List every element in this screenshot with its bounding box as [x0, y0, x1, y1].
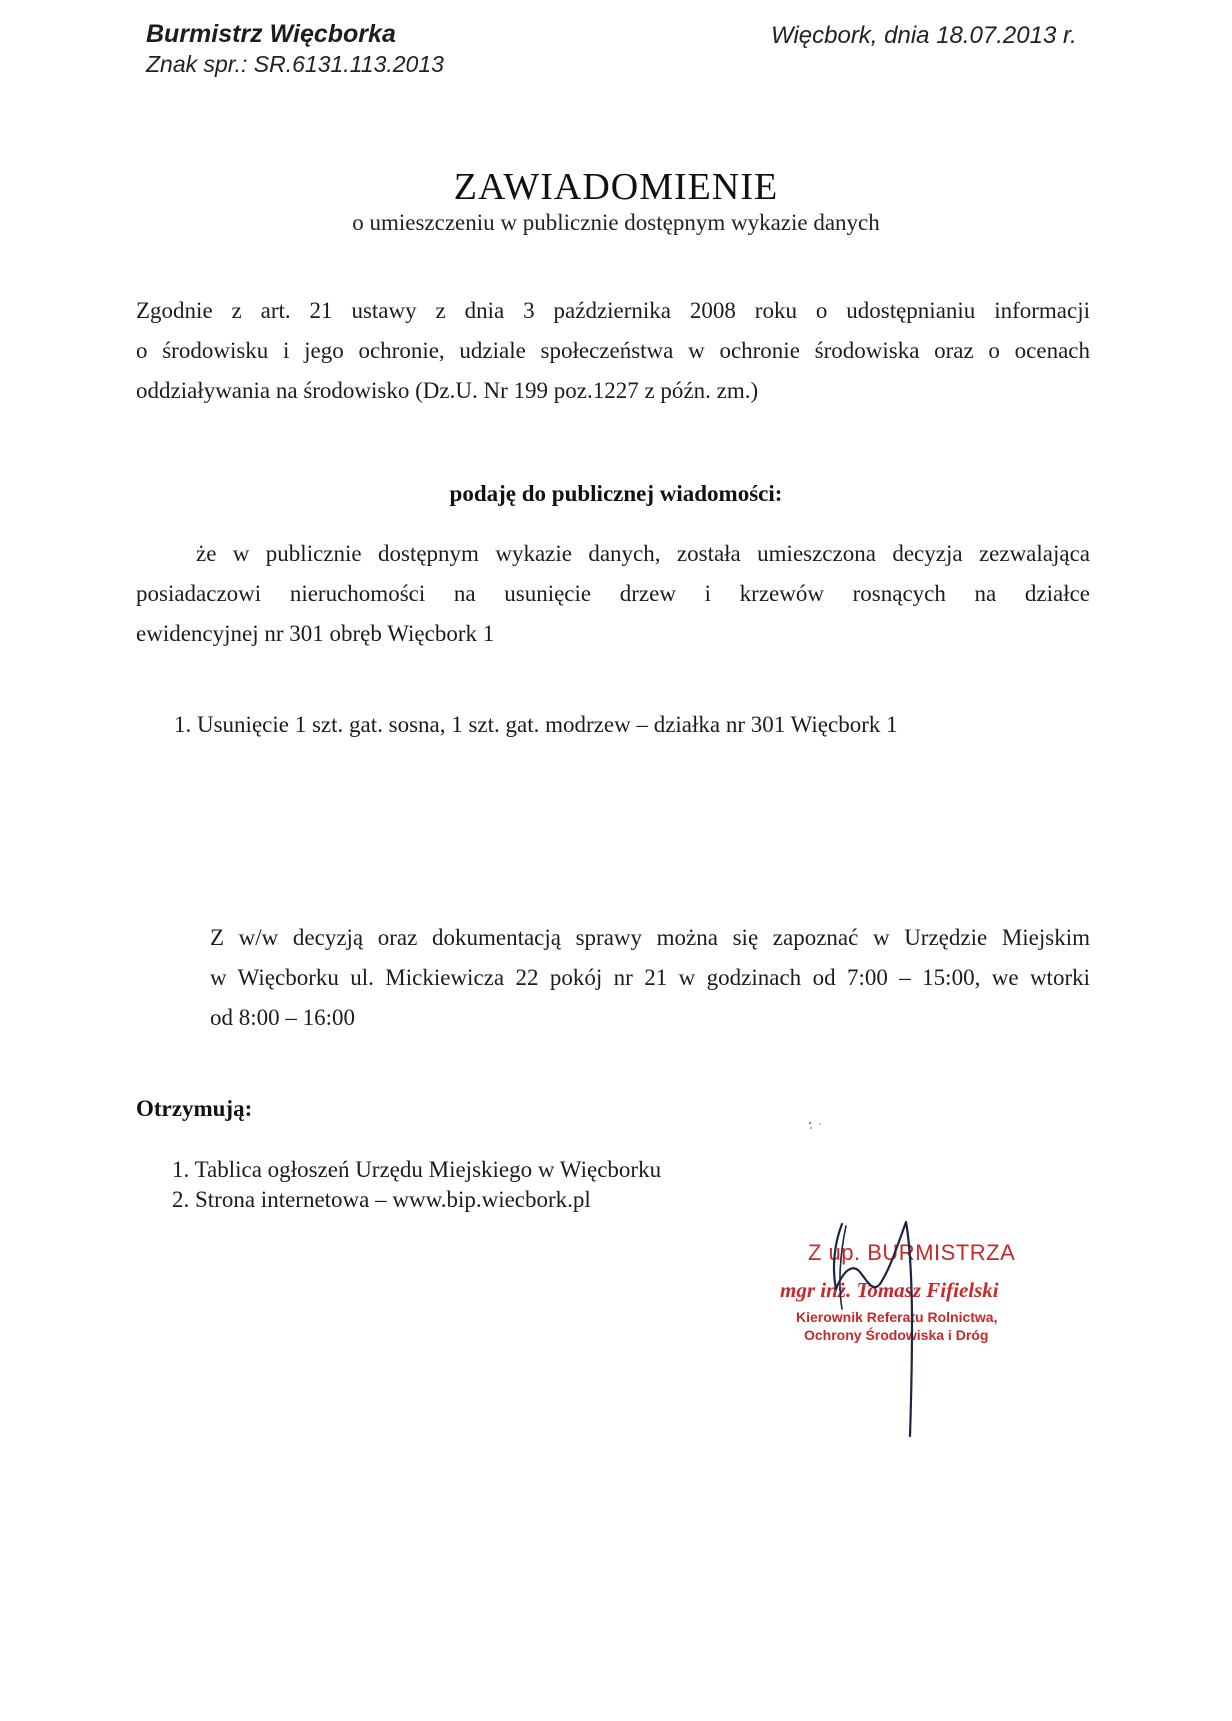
scan-speck-icon	[800, 1115, 830, 1145]
recipients-list	[172, 1155, 661, 1215]
decision-paragraph	[136, 534, 1090, 654]
info-line: w Więcborku ul. Mickiewicza 22 pokój nr 21 w godzinach od 7:00 – 15:00, we wtorki	[210, 965, 1090, 990]
info-line: od 8:00 – 16:00	[210, 1005, 356, 1030]
recipient-item: 1. Tablica ogłoszeń Urzędu Miejskiego w Więcborku	[172, 1157, 662, 1182]
handwritten-signature-icon	[820, 1214, 950, 1444]
recipient-item: 2. Strona internetowa – www.bip.wiecbork.pl	[172, 1187, 591, 1212]
legal-basis-line: o środowisku i jego ochronie, udziale społeczeństwa w ochronie środowiska oraz o ocenach	[136, 338, 1090, 363]
decision-line: posiadaczowi nieruchomości na usunięcie drzew i krzewów rosnących na działce	[136, 581, 1090, 606]
inspection-info-paragraph	[210, 918, 1090, 1038]
case-number: Znak spr.: SR.6131.113.2013	[146, 51, 444, 77]
legal-basis-line: oddziaływania na środowisko (Dz.U. Nr 199 poz.1227 z późn. zm.)	[136, 378, 759, 403]
document-subtitle: o umieszczeniu w publicznie dostępnym wykazie danych	[352, 210, 880, 235]
info-line: Z w/w decyzją oraz dokumentacją sprawy można się zapoznać w Urzędzie Miejskim	[210, 925, 1090, 950]
stamp-signatory-name: mgr inż. Tomasz Fifielski	[780, 1278, 999, 1302]
place-and-date: Więcbork, dnia 18.07.2013 r.	[771, 22, 1077, 49]
issuing-authority: Burmistrz Więcborka	[146, 20, 396, 48]
legal-basis-line: Zgodnie z art. 21 ustawy z dnia 3 października 2008 roku o udostępnianiu informacji	[136, 298, 1090, 323]
decision-item: 1. Usunięcie 1 szt. gat. sosna, 1 szt. gat. modrzew – działka nr 301 Więcbork 1	[174, 712, 898, 737]
stamp-position-line: Kierownik Referatu Rolnictwa,	[796, 1309, 998, 1325]
document-title: ZAWIADOMIENIE	[453, 166, 779, 208]
decision-line: że w publicznie dostępnym wykazie danych, została umieszczona decyzja zezwalająca	[196, 541, 1090, 566]
decision-line: ewidencyjnej nr 301 obręb Więcbork 1	[136, 621, 495, 646]
legal-basis-paragraph	[136, 291, 1090, 411]
announcement-heading: podaję do publicznej wiadomości:	[449, 481, 783, 506]
stamp-authority-line: Z up. BURMISTRZA	[808, 1240, 1016, 1265]
stamp-position-line: Ochrony Środowiska i Dróg	[804, 1327, 989, 1343]
recipients-heading: Otrzymują:	[136, 1096, 253, 1121]
